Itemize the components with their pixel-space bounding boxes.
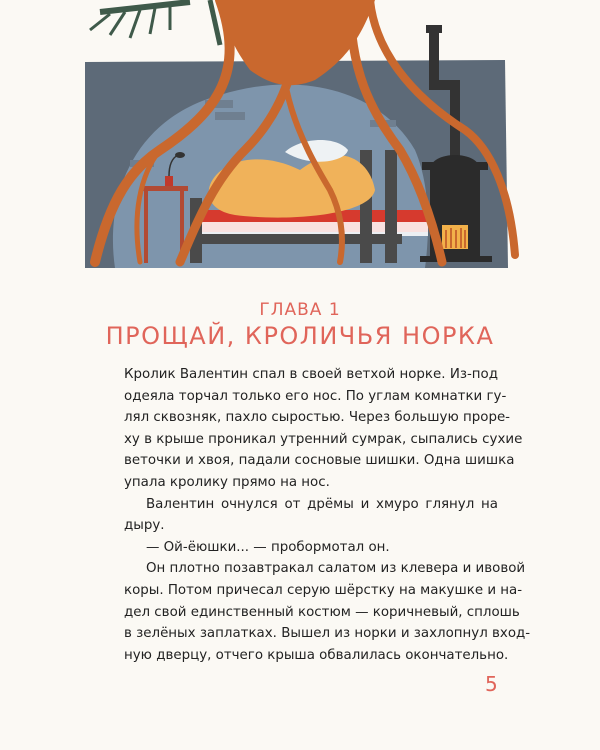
body-line: — Ой-ёюшки... — пробормотал он. — [146, 539, 390, 555]
body-line: коры. Потом причесал серую шёрстку на макушке и на- — [124, 582, 523, 598]
body-line: Валентин очнулся от дрёмы и хмуро глянул на — [146, 496, 498, 512]
chapter-title: ПРОЩАЙ, КРОЛИЧЬЯ НОРКА — [105, 322, 495, 350]
body-line: Он плотно позавтракал салатом из клевера и ивовой — [146, 561, 526, 577]
page-number: 5 — [485, 672, 498, 696]
body-line: ху в крыше проникал утренний сумрак, сыпались сухие — [124, 431, 523, 447]
body-line: ную дверцу, отчего крыша обвалилась окончательно. — [124, 647, 509, 663]
body-line: лял сквозняк, пахло сыростью. Через большую проре- — [124, 410, 511, 426]
body-line: упала кролику прямо на нос. — [124, 474, 330, 490]
body-line: дыру. — [124, 518, 165, 534]
body-line: веточки и хвоя, падали сосновые шишки. Одна шишка — [124, 453, 515, 469]
pine-branch — [90, 0, 220, 45]
body-line: дел свой единственный костюм — коричневый, сплошь — [124, 604, 520, 620]
chapter-number: ГЛАВА 1 — [259, 300, 341, 320]
body-text — [124, 364, 531, 666]
body-line: одеяла торчал только его нос. По углам комнатки гу- — [124, 388, 507, 404]
burrow-illustration — [70, 0, 520, 270]
body-line: в зелёных заплатках. Вышел из норки и захлопнул вход- — [124, 626, 531, 642]
body-line: Кролик Валентин спал в своей ветхой норке. Из-под — [124, 367, 498, 382]
